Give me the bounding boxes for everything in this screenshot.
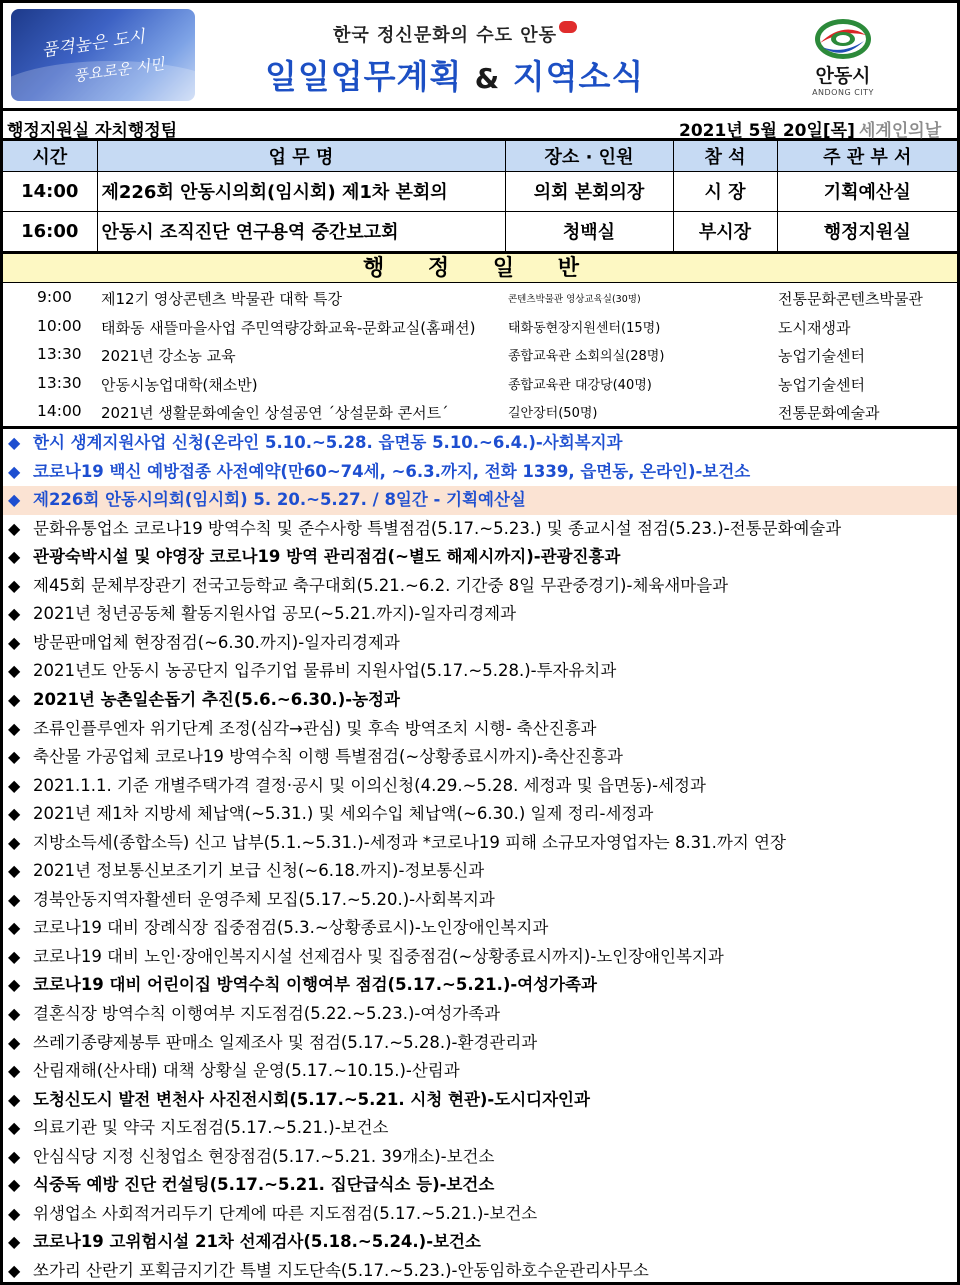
- news-item: [3, 943, 957, 972]
- news-text: 결혼식장 방역수칙 이행여부 지도점검(5.22.~5.23.)-여성가족과: [33, 1004, 501, 1023]
- event-dept: 도시재생과: [778, 319, 851, 337]
- event-place: 종합교육관 소회의실(28명): [508, 349, 665, 364]
- news-item: [3, 572, 957, 601]
- event-dept: 농업기술센터: [778, 347, 865, 365]
- day-note: 세계인의날: [859, 121, 942, 141]
- diamond-bullet-icon: ◆: [8, 1061, 21, 1081]
- news-text: 경북안동지역자활센터 운영주체 모집(5.17.~5.20.)-사회복지과: [33, 889, 495, 909]
- news-item: [3, 857, 957, 886]
- news-text: 축산물 가공업체 코로나19 방역수칙 이행 특별점검(~상황종료시까지)-축산진흥과: [33, 747, 623, 767]
- news-item: [3, 629, 957, 658]
- diamond-bullet-icon: ◆: [8, 1118, 21, 1138]
- news-text: 쏘가리 산란기 포획금지기간 특별 지도단속(5.17.~5.23.)-안동임하호수운관리사무소: [33, 1260, 649, 1280]
- news-text: 2021년도 안동시 농공단지 입주기업 물류비 지원사업(5.17.~5.28.)-투자유치과: [33, 661, 617, 681]
- news-text: 쓰레기종량제봉투 판매소 일제조사 및 점검(5.17.~5.28.)-환경관리과: [33, 1032, 538, 1052]
- news-item: [3, 1200, 957, 1229]
- event-place: 길안장터(50명): [508, 406, 598, 421]
- event-name: 제12기 영상콘텐츠 박물관 대학 특강: [101, 290, 343, 308]
- news-item: [3, 829, 957, 858]
- list-item: [3, 370, 957, 399]
- diamond-bullet-icon: ◆: [8, 433, 21, 452]
- schedule-table: [3, 141, 957, 252]
- diamond-bullet-icon: ◆: [8, 1232, 21, 1252]
- event-name: 2021년 강소농 교육: [101, 347, 236, 365]
- news-text: 도청신도시 발전 변천사 사진전시회(5.17.~5.21. 시청 현관)-도시디자인과: [33, 1089, 590, 1109]
- news-text: 2021년 농촌일손돕기 추진(5.6.~6.30.)-농정과: [33, 689, 400, 709]
- news-text: 위생업소 사회적거리두기 단계에 따른 지도점검(5.17.~5.21.)-보건소: [33, 1203, 538, 1223]
- andong-city-logo: [803, 17, 883, 103]
- diamond-bullet-icon: ◆: [8, 889, 21, 909]
- news-text: 방문판매업체 현장점검(~6.30.까지)-일자리경제과: [33, 632, 400, 652]
- cell-place: 청백실: [505, 211, 673, 251]
- diamond-bullet-icon: ◆: [8, 575, 21, 595]
- news-item: [3, 886, 957, 915]
- news-text: 의료기관 및 약국 지도점검(5.17.~5.21.)-보건소: [33, 1118, 389, 1138]
- news-item: [3, 1171, 957, 1200]
- event-name: 2021년 생활문화예술인 상설공연 ´상설문화 콘서트´: [101, 404, 449, 422]
- admin-section-title: 행 정 일 반: [3, 251, 957, 283]
- cell-attendee: 부시장: [673, 211, 777, 251]
- diamond-bullet-icon: ◆: [8, 861, 21, 881]
- list-item: [3, 313, 957, 342]
- diamond-bullet-icon: ◆: [8, 1032, 21, 1052]
- event-time: 14:00: [37, 402, 82, 420]
- cell-time: 14:00: [3, 171, 97, 211]
- news-text: 2021.1.1. 기준 개별주택가격 결정·공시 및 이의신청(4.29.~5.28. 세정과 및 읍면동)-세정과: [33, 775, 706, 795]
- news-item: [3, 1086, 957, 1115]
- news-item: [3, 715, 957, 744]
- table-row: [3, 211, 957, 251]
- header-time: 시간: [3, 141, 97, 171]
- event-name: 태화동 새뜰마을사업 주민역량강화교육-문화교실(홈패션): [101, 319, 476, 337]
- news-text: 2021년 정보통신보조기기 보급 신청(~6.18.까지)-정보통신과: [33, 861, 485, 881]
- cell-task: 안동시 조직진단 연구용역 중간보고회: [97, 211, 505, 251]
- cell-time: 16:00: [3, 211, 97, 251]
- diamond-bullet-icon: ◆: [8, 1175, 21, 1195]
- news-text: 식중독 예방 진단 컨설팅(5.17.~5.21. 집단급식소 등)-보건소: [33, 1175, 495, 1195]
- slogan-banner: [11, 9, 195, 101]
- news-text: 코로나19 고위험시설 21차 선제검사(5.18.~5.24.)-보건소: [33, 1232, 481, 1252]
- header: [3, 3, 957, 111]
- news-text: 코로나19 대비 어린이집 방역수칙 이행여부 점검(5.17.~5.21.)-여성가족과: [33, 975, 597, 995]
- news-item: [3, 1143, 957, 1172]
- event-time: 10:00: [37, 317, 82, 335]
- diamond-bullet-icon: ◆: [8, 1089, 21, 1109]
- news-text: 한시 생계지원사업 신청(온라인 5.10.~5.28. 읍면동 5.10.~6.4.)-사회복지과: [33, 433, 623, 452]
- table-row: [3, 171, 957, 211]
- cell-dept: 행정지원실: [777, 211, 957, 251]
- diamond-bullet-icon: ◆: [8, 747, 21, 767]
- news-item: [3, 1114, 957, 1143]
- title-ampersand: &: [474, 62, 501, 95]
- diamond-bullet-icon: ◆: [8, 832, 21, 852]
- cell-task: 제226회 안동시의회(임시회) 제1차 본회의: [97, 171, 505, 211]
- diamond-bullet-icon: ◆: [8, 661, 21, 681]
- event-place: 태화동현장지원센터(15명): [508, 321, 661, 336]
- news-item: [3, 1228, 957, 1257]
- cell-dept: 기획예산실: [777, 171, 957, 211]
- diamond-bullet-icon: ◆: [8, 946, 21, 966]
- event-place: 종합교육관 대강당(40명): [508, 378, 652, 393]
- news-item: [3, 515, 957, 544]
- diamond-bullet-icon: ◆: [8, 632, 21, 652]
- news-item: [3, 914, 957, 943]
- subtitle-text: 한국 정신문화의 수도 안동: [333, 25, 558, 46]
- news-text: 2021년 청년공동체 활동지원사업 공모(~5.21.까지)-일자리경제과: [33, 604, 517, 624]
- document-date: 2021년 5월 20일[목]: [679, 121, 855, 141]
- news-item: [3, 1000, 957, 1029]
- news-item: [3, 800, 957, 829]
- news-item: [3, 1057, 957, 1086]
- schedule-header-row: [3, 141, 957, 171]
- header-attendee: 참 석: [673, 141, 777, 171]
- diamond-bullet-icon: ◆: [8, 1146, 21, 1166]
- news-item: [3, 486, 957, 515]
- department-bar: [3, 111, 957, 141]
- news-text: 조류인플루엔자 위기단계 조정(심각→관심) 및 후속 방역조치 시행- 축산진흥과: [33, 718, 597, 738]
- news-text: 코로나19 대비 노인·장애인복지시설 선제검사 및 집중점검(~상황종료시까지)-노인장애인복지과: [33, 946, 724, 966]
- event-place: 콘텐츠박물관 영상교육실(30명): [508, 294, 641, 305]
- list-item: [3, 284, 957, 313]
- news-text: 코로나19 백신 예방접종 사전예약(만60~74세, ~6.3.까지, 전화 1339, 읍면동, 온라인)-보건소: [33, 461, 751, 481]
- news-item: [3, 1029, 957, 1058]
- news-item: [3, 543, 957, 572]
- cell-place: 의회 본회의장: [505, 171, 673, 211]
- news-text: 문화유통업소 코로나19 방역수칙 및 준수사항 특별점검(5.17.~5.23.) 및 종교시설 점검(5.23.)-전통문화예술과: [33, 518, 842, 538]
- title-part-2: 지역소식: [512, 57, 645, 96]
- news-item: [3, 1257, 957, 1285]
- news-item: [3, 971, 957, 1000]
- list-item: [3, 341, 957, 370]
- news-item: [3, 458, 957, 487]
- event-dept: 전통문화예술과: [778, 404, 880, 422]
- header-place: 장소 · 인원: [505, 141, 673, 171]
- diamond-bullet-icon: ◆: [8, 718, 21, 738]
- news-text: 안심식당 지정 신청업소 현장점검(5.17.~5.21. 39개소)-보건소: [33, 1146, 495, 1166]
- header-subtitle: [333, 21, 577, 47]
- subtitle-mark-icon: [559, 21, 577, 33]
- event-dept: 농업기술센터: [778, 376, 865, 394]
- news-item: [3, 686, 957, 715]
- event-dept: 전통문화콘텐츠박물관: [778, 290, 923, 308]
- admin-events-list: [3, 284, 957, 429]
- diamond-bullet-icon: ◆: [8, 547, 21, 567]
- slogan-line-2: 풍요로운 시민: [72, 54, 166, 86]
- title-part-1: 일일업무계획: [265, 57, 463, 96]
- header-dept: 주 관 부 서: [777, 141, 957, 171]
- diamond-bullet-icon: ◆: [8, 604, 21, 624]
- diamond-bullet-icon: ◆: [8, 518, 21, 538]
- news-text: 산림재해(산사태) 대책 상황실 운영(5.17.~10.15.)-산림과: [33, 1061, 460, 1081]
- slogan-line-1: 품격높은 도시: [40, 26, 147, 62]
- news-text: 코로나19 대비 장례식장 집중점검(5.3.~상황종료시)-노인장애인복지과: [33, 918, 549, 938]
- logo-english-text: ANDONG CITY: [812, 88, 874, 97]
- diamond-bullet-icon: ◆: [8, 689, 21, 709]
- cell-attendee: 시 장: [673, 171, 777, 211]
- diamond-bullet-icon: ◆: [8, 490, 21, 510]
- diamond-bullet-icon: ◆: [8, 804, 21, 824]
- main-title: [265, 51, 644, 98]
- department-name: 행정지원실 자치행정팀: [7, 121, 178, 141]
- news-text: 관광숙박시설 및 야영장 코로나19 방역 관리점검(~별도 해제시까지)-관광진흥과: [33, 547, 621, 567]
- news-text: 지방소득세(종합소득) 신고 납부(5.1.~5.31.)-세정과 *코로나19 피해 소규모자영업자는 8.31.까지 연장: [33, 832, 786, 852]
- diamond-bullet-icon: ◆: [8, 461, 21, 481]
- news-item: [3, 743, 957, 772]
- diamond-bullet-icon: ◆: [8, 975, 21, 995]
- news-item: [3, 657, 957, 686]
- event-time: 13:30: [37, 345, 82, 363]
- logo-korean-text: 안동시: [815, 65, 871, 87]
- diamond-bullet-icon: ◆: [8, 775, 21, 795]
- news-text: 제45회 문체부장관기 전국고등학교 축구대회(5.21.~6.2. 기간중 8일 무관중경기)-체육새마을과: [33, 575, 729, 595]
- header-task: 업 무 명: [97, 141, 505, 171]
- city-emblem-icon: [813, 17, 873, 61]
- diamond-bullet-icon: ◆: [8, 918, 21, 938]
- event-name: 안동시농업대학(채소반): [101, 376, 258, 394]
- news-item: [3, 772, 957, 801]
- diamond-bullet-icon: ◆: [8, 1203, 21, 1223]
- news-item: [3, 429, 957, 458]
- news-text: 제226회 안동시의회(임시회) 5. 20.~5.27. / 8일간 - 기획예산실: [33, 490, 526, 510]
- news-item: [3, 600, 957, 629]
- diamond-bullet-icon: ◆: [8, 1260, 21, 1280]
- list-item: [3, 398, 957, 427]
- news-text: 2021년 제1차 지방세 체납액(~5.31.) 및 세외수입 체납액(~6.30.) 일제 정리-세정과: [33, 804, 654, 824]
- diamond-bullet-icon: ◆: [8, 1004, 21, 1023]
- event-time: 9:00: [37, 288, 72, 306]
- event-time: 13:30: [37, 374, 82, 392]
